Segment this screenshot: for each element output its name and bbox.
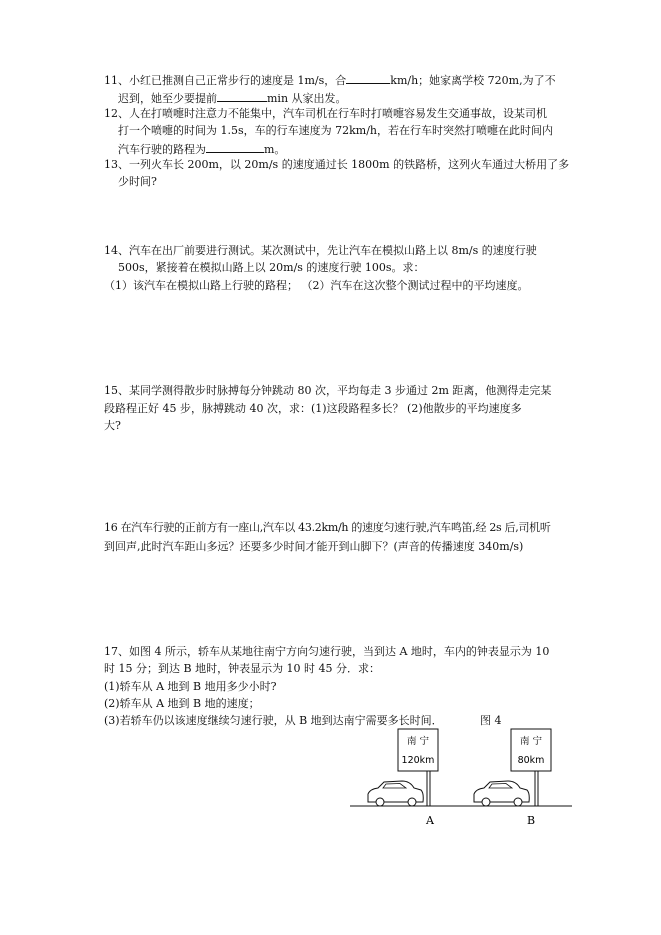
q16-line1: 16 在汽车行驶的正前方有一座山,汽车以 43.2km/h 的速度匀速行驶,汽车鸣笛,经 2s 后,司机听 xyxy=(104,521,551,534)
q17-line3: (1)轿车从 A 地到 B 地用多少小时? xyxy=(104,680,277,693)
q17-line4: (2)轿车从 A 地到 B 地的速度； xyxy=(104,697,260,710)
q15-line2: 段路程正好 45 步，脉搏跳动 40 次，求：(1)这段路程多长？ (2)他散步的平均速度多 xyxy=(104,402,522,415)
q13-line2: 少时间? xyxy=(118,175,157,188)
q17-line1: 17、如图 4 所示，轿车从某地往南宁方向匀速行驶，当到达 A 地时，车内的钟表显示为 10 xyxy=(104,645,550,658)
q11-blank-2 xyxy=(217,90,267,102)
q12-line3 xyxy=(118,141,285,157)
sign-b-distance: 80km xyxy=(517,755,545,766)
figure-4 xyxy=(350,726,580,826)
q12-line1: 12、人在打喷嚏时注意力不能集中，汽车司机在行车时打喷嚏容易发生交通事故，设某司机 xyxy=(104,107,547,120)
q11-blank-1 xyxy=(346,72,390,84)
q14-line1: 14、汽车在出厂前要进行测试。某次测试中，先让汽车在模拟山路上以 8m/s 的速度行驶 xyxy=(104,244,537,257)
q11-text-a: 11、小红已推测自己正常步行的速度是 1m/s，合 xyxy=(104,74,347,87)
q11-text-d: min 从家出发。 xyxy=(267,92,347,105)
q17-line2: 时 15 分；到达 B 地时，钟表显示为 10 时 45 分．求： xyxy=(104,662,381,675)
sign-a-distance: 120km xyxy=(401,755,435,766)
q13-line1: 13、一列火车长 200m，以 20m/s 的速度通过长 1800m 的铁路桥，这列火车通过大桥用了多 xyxy=(104,158,570,171)
q17-line5: (3)若轿车仍以该速度继续匀速行驶，从 B 地到达南宁需要多长时间． xyxy=(104,714,443,727)
point-a-label: A xyxy=(426,814,434,826)
q14-line3: （1）该汽车在模拟山路上行驶的路程； （2）汽车在这次整个测试过程中的平均速度。 xyxy=(104,279,529,292)
q12-text-a: 汽车行驶的路程为 xyxy=(118,143,206,156)
q16-line2: 到回声,此时汽车距山多远？还要多少时间才能开到山脚下？(声音的传播速度 340m/s) xyxy=(104,540,524,553)
car-b-icon xyxy=(474,781,529,806)
q15-line3: 大? xyxy=(104,419,121,432)
car-a-icon xyxy=(368,781,423,806)
q14-line2: 500s，紧接着在模拟山路上以 20m/s 的速度行驶 100s。求： xyxy=(118,261,425,274)
q12-text-b: m。 xyxy=(264,143,286,156)
q11-text-c: 迟到，她至少要提前 xyxy=(118,92,217,105)
q11-text-b: km/h；她家离学校 720m,为了不 xyxy=(390,74,556,87)
q12-blank xyxy=(206,141,264,153)
figure-caption: 图 4 xyxy=(480,714,502,727)
q15-line1: 15、某同学测得散步时脉搏每分钟跳动 80 次，平均每走 3 步通过 2m 距离，他测得走完某 xyxy=(104,384,552,397)
q11-line2 xyxy=(118,90,347,106)
point-b-label: B xyxy=(526,814,536,826)
sign-a-place: 南 宁 xyxy=(406,736,430,747)
q12-line2: 打一个喷嚏的时间为 1.5s，车的行车速度为 72km/h，若在行车时突然打喷嚏在此时间内 xyxy=(118,124,554,137)
sign-b-place: 南 宁 xyxy=(519,736,543,747)
road-diagram xyxy=(350,726,580,826)
q11-line1 xyxy=(104,72,556,88)
